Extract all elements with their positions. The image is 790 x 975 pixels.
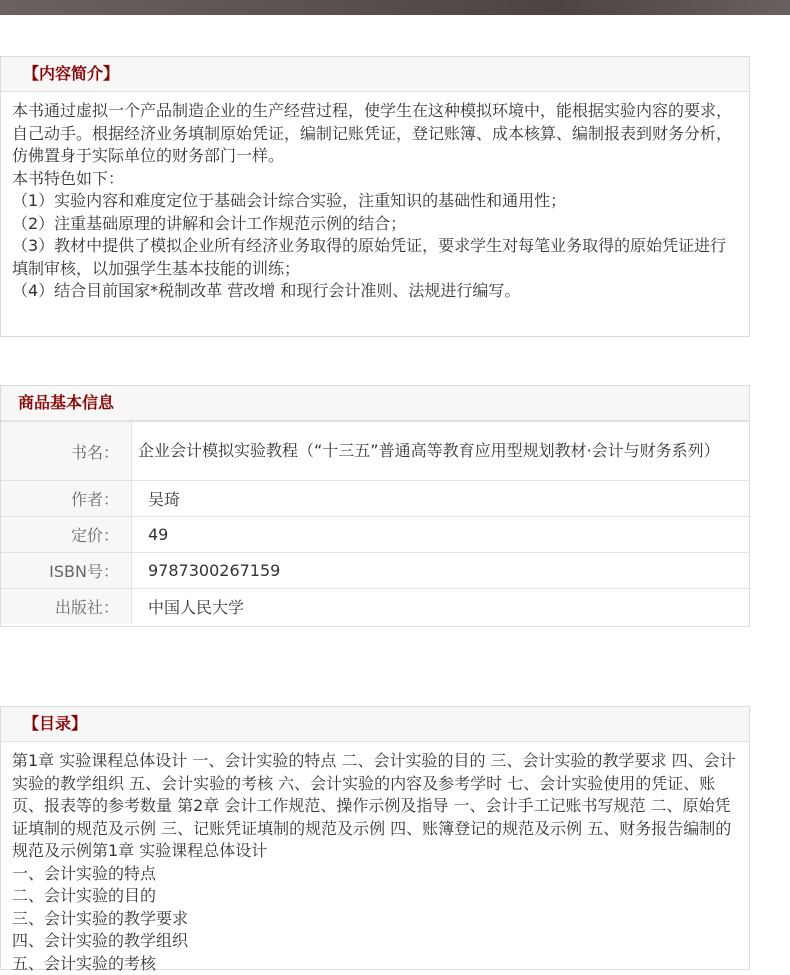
- info-row-publisher: [1, 589, 749, 625]
- info-label: 书名：: [1, 422, 132, 481]
- info-label: 定价：: [1, 517, 132, 553]
- info-value: 9787300267159: [132, 553, 750, 589]
- info-label: ISBN号：: [1, 553, 132, 589]
- info-value: 吴琦: [132, 481, 750, 517]
- intro-paragraph: （3）教材中提供了模拟企业所有经济业务取得的原始凭证，要求学生对每笔业务取得的原始凭证进行填制审核，以加强学生基本技能的训练；: [12, 235, 737, 280]
- info-row-isbn: [1, 553, 749, 589]
- toc-line: 四、会计实验的教学组织: [12, 930, 737, 953]
- intro-paragraph: （4）结合目前国家*税制改革 营改增 和现行会计准则、法规进行编写。: [12, 280, 737, 303]
- info-value: 49: [132, 517, 750, 553]
- toc-line: 五、会计实验的考核: [12, 953, 737, 975]
- info-row-title: [1, 422, 749, 481]
- info-label: 作者：: [1, 481, 132, 517]
- toc-line: 二、会计实验的目的: [12, 885, 737, 908]
- intro-paragraph: 本书特色如下：: [12, 168, 737, 191]
- info-row-price: [1, 517, 749, 553]
- intro-body: [1, 92, 749, 303]
- toc-line: 一、会计实验的特点: [12, 863, 737, 886]
- product-info-table: [1, 421, 749, 624]
- toc-line: 三、会计实验的教学要求: [12, 908, 737, 931]
- info-value: 中国人民大学: [132, 589, 750, 625]
- product-info-panel: [0, 385, 750, 627]
- toc-line: 第1章 实验课程总体设计 一、会计实验的特点 二、会计实验的目的 三、会计实验的教学要求 四、会计实验的教学组织 五、会计实验的考核 六、会计实验的内容及参考学时 七、会计实验使用的凭证、账页、报表等的参考数量 第2章 会计工作规范、操作示例及指导 一、会计手工记账书写规范 二、原始凭证填制的规范及示例 三、记账凭证填制的规范及示例 四、账簿登记的规范及示例 五、财务报告编制的规范及示例第1章 实验课程总体设计: [12, 750, 737, 863]
- intro-paragraph: 本书通过虚拟一个产品制造企业的生产经营过程，使学生在这种模拟环境中，能根据实验内容的要求，自己动手。根据经济业务填制原始凭证，编制记账凭证，登记账簿、成本核算、编制报表到财务分析，仿佛置身于实际单位的财务部门一样。: [12, 100, 737, 168]
- intro-paragraph: （2）注重基础原理的讲解和会计工作规范示例的结合；: [12, 213, 737, 236]
- product-info-heading: 商品基本信息: [1, 386, 749, 421]
- info-label: 出版社：: [1, 589, 132, 625]
- info-row-author: [1, 481, 749, 517]
- info-value: 企业会计模拟实验教程（“十三五”普通高等教育应用型规划教材·会计与财务系列）: [132, 422, 750, 481]
- toc-panel: [0, 706, 750, 970]
- intro-panel: [0, 56, 750, 337]
- toc-body: [1, 742, 749, 975]
- intro-paragraph: （1）实验内容和难度定位于基础会计综合实验，注重知识的基础性和通用性；: [12, 190, 737, 213]
- intro-heading: 【内容简介】: [1, 57, 749, 92]
- header-image-strip: [0, 0, 790, 15]
- toc-heading: 【目录】: [1, 707, 749, 742]
